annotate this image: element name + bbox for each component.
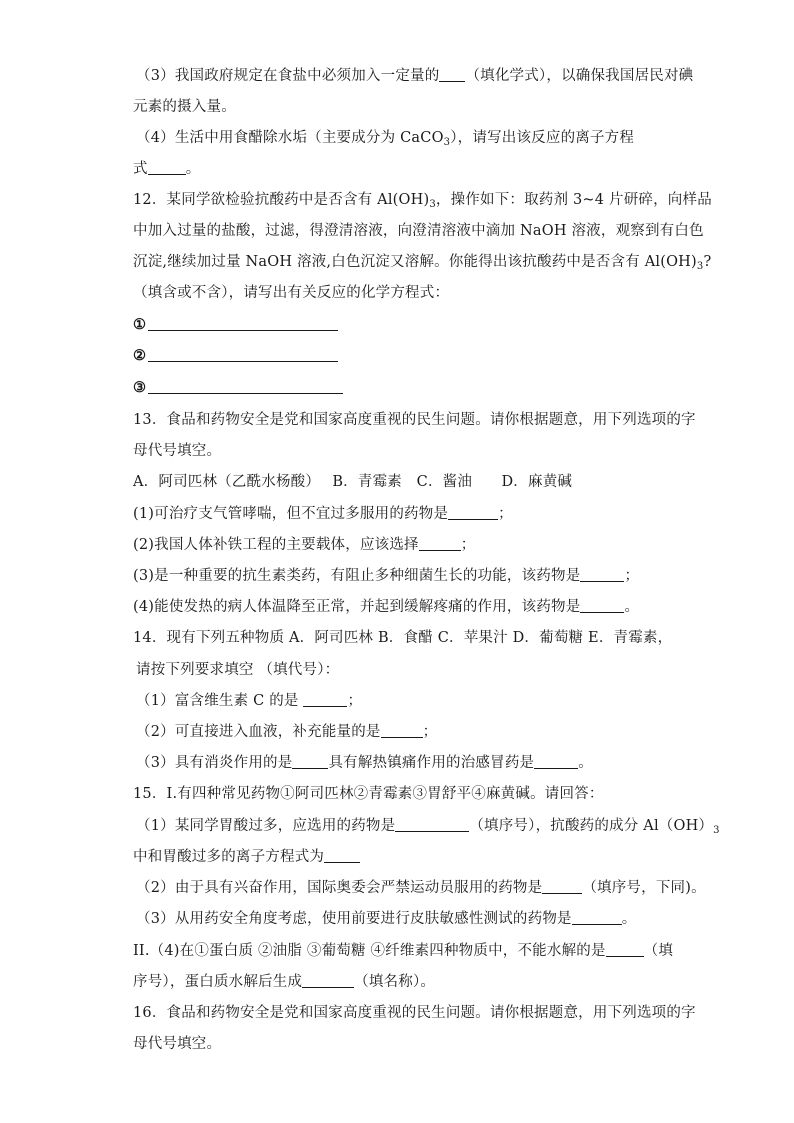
q12-text-line4: （填含或不含），请写出有关反应的化学方程式： [133, 285, 450, 301]
q11-part3-text-b: （填化学式），以确保我国居民对碘 [465, 68, 694, 84]
q15-sub2-text: （2）由于具有兴奋作用，国际奥委会严禁运动员服用的药物是 [136, 880, 543, 896]
q13-line1 [133, 410, 696, 430]
answer-blank[interactable] [148, 315, 338, 331]
q15-part2 [133, 941, 673, 961]
punct: ； [347, 693, 363, 709]
subscript: 3 [713, 825, 720, 836]
q13-text-line2: 母代号填空。 [133, 443, 222, 459]
answer-blank[interactable] [448, 504, 498, 520]
q16-text: 16．食品和药物安全是党和国家高度重视的民生问题。请你根据题意，用下列选项的字 [133, 1005, 696, 1021]
q11-part3-text-c: 元素的摄入量。 [133, 99, 236, 115]
q12-line4 [133, 283, 449, 303]
answer-blank[interactable] [580, 566, 624, 582]
q12-text-line2: 中加入过量的盐酸，过滤，得澄清溶液，向澄清溶液中滴加 NaOH 溶液，观察到有白色 [133, 223, 704, 239]
q12-text-b: ，操作如下：取药剂 3~4 片研碎，向样品 [435, 192, 712, 208]
q12-text-line3: 沉淀,继续加过量 NaOH 溶液,白色沉淀又溶解。你能得出该抗酸药中是否含有 Al(OH) [133, 254, 697, 270]
answer-blank[interactable] [148, 378, 343, 394]
q12-text: 12．某同学欲检验抗酸药中是否含有 Al(OH) [133, 192, 430, 208]
q13-sub4-text: (4)能使发热的病人体温降至正常，并起到缓解疼痛的作用，该药物是 [133, 599, 581, 615]
q12-line2 [133, 221, 704, 241]
q15-sub3-text: （3）从用药安全角度考虑，使用前要进行皮肤敏感性测试的药物是 [136, 911, 572, 927]
q11-part4-text-b: ），请写出该反应的离子方程 [450, 130, 635, 146]
punct: ； [422, 724, 438, 740]
q15-sub3 [136, 909, 636, 929]
q14-line1 [133, 628, 672, 648]
punct: ； [460, 537, 476, 553]
answer-blank[interactable] [303, 691, 347, 707]
answer-blank[interactable] [439, 66, 465, 82]
q11-part3 [136, 66, 693, 86]
q13-sub2-text: (2)我国人体补铁工程的主要载体，应该选择 [133, 537, 419, 553]
answer-blank[interactable] [419, 535, 461, 551]
q14-text: 14．现有下列五种物质 A．阿司匹林 B．食醋 C．苹果汁 D．葡萄糖 E．青霉素， [133, 630, 673, 646]
q12-equation-2 [133, 346, 338, 366]
q11-part4-text-d: 。 [185, 161, 201, 177]
answer-blank[interactable] [292, 753, 328, 769]
answer-blank[interactable] [324, 847, 360, 863]
q14-sub3 [136, 753, 593, 773]
q15-text: 15．I.有四种常见药物①阿司匹林②青霉素③胃舒平④麻黄碱。请回答： [133, 786, 604, 802]
q13-sub4 [133, 597, 639, 617]
q12-line1 [133, 190, 712, 215]
q15-part2-text-b: （填 [643, 943, 674, 959]
q14-sub2 [136, 722, 437, 742]
answer-blank[interactable] [381, 722, 423, 738]
q13-sub3 [133, 566, 639, 586]
q11-part4-text-c: 式 [133, 161, 148, 177]
q15-part2-text-d: （填名称）。 [354, 974, 436, 990]
q14-line2 [136, 660, 339, 680]
q16-line2 [133, 1034, 221, 1054]
punct: ； [498, 506, 513, 522]
q13-text: 13．食品和药物安全是党和国家高度重视的民生问题。请你根据题意，用下列选项的字 [133, 412, 696, 428]
punct: ； [624, 568, 640, 584]
answer-blank[interactable] [542, 878, 582, 894]
q14-sub3-text-b: 具有解热镇痛作用的治感冒药是 [328, 755, 535, 771]
punct: 。 [578, 755, 593, 771]
punct: 。 [621, 911, 637, 927]
q15-part2-cont [133, 972, 435, 992]
q14-sub1-text: （1）富含维生素 C 的是 [136, 693, 304, 709]
q14-sub3-text: （3）具有消炎作用的是 [136, 755, 293, 771]
q15-sub1-text: （1）某同学胃酸过多，应选用的药物是 [136, 818, 396, 834]
q13-sub2 [133, 535, 475, 555]
answer-blank[interactable] [148, 159, 186, 175]
circled-one-marker: ① [133, 316, 147, 333]
q15-sub1-text-b: （填序号），抗酸药的成分 Al（OH） [469, 818, 714, 834]
q14-sub2-text: （2）可直接进入血液，补充能量的是 [136, 724, 381, 740]
q15-sub2 [136, 878, 706, 898]
subscript: 3 [429, 199, 436, 210]
answer-blank[interactable] [572, 909, 622, 925]
q15-line1 [133, 784, 604, 804]
q13-options-text: A．阿司匹林（乙酰水杨酸） B．青霉素 C．酱油 D．麻黄碱 [133, 474, 573, 490]
q11-part3-text: （3）我国政府规定在食盐中必须加入一定量的 [136, 68, 440, 84]
answer-blank[interactable] [606, 941, 644, 957]
q16-text-line2: 母代号填空。 [133, 1036, 222, 1052]
q15-part2-text-c: 序号），蛋白质水解后生成 [133, 974, 303, 990]
answer-blank[interactable] [580, 597, 624, 613]
q13-sub1-text: (1)可治疗支气管哮喘，但不宜过多服用的药物是 [133, 506, 449, 522]
q15-sub1-cont [133, 847, 360, 867]
q15-sub1-text-c: 中和胃酸过多的离子方程式为 [133, 849, 325, 865]
q12-equation-1 [133, 315, 338, 335]
q11-part4-cont [133, 159, 200, 179]
punct: 。 [624, 599, 640, 615]
answer-blank[interactable] [395, 816, 469, 832]
q11-part3-cont [133, 97, 236, 117]
q12-line3 [133, 252, 711, 277]
q11-part4-text: （4）生活中用食醋除水垢（主要成分为 CaCO [136, 130, 444, 146]
q12-equation-3 [133, 378, 343, 398]
q13-sub3-text: (3)是一种重要的抗生素类药，有阻止多种细菌生长的功能，该药物是 [133, 568, 581, 584]
circled-two-marker: ② [133, 347, 147, 364]
answer-blank[interactable] [148, 346, 338, 362]
q15-sub1 [136, 816, 720, 841]
answer-blank[interactable] [534, 753, 578, 769]
subscript: 3 [696, 261, 704, 272]
q12-text-line3-b: ? [703, 254, 712, 270]
q15-sub2-text-b: （填序号，下同)。 [582, 880, 706, 896]
q13-sub1 [133, 504, 513, 524]
q15-part2-text: II.（4)在①蛋白质 ②油脂 ③葡萄糖 ④纤维素四种物质中，不能水解的是 [133, 943, 606, 959]
answer-blank[interactable] [302, 972, 354, 988]
subscript: 3 [443, 137, 451, 148]
q13-options [133, 472, 572, 492]
circled-three-marker: ③ [133, 379, 147, 396]
q14-text-line2: 请按下列要求填空 （填代号）： [136, 662, 340, 678]
q16-line1 [133, 1003, 696, 1023]
q13-line2 [133, 441, 221, 461]
q14-sub1 [136, 691, 362, 711]
q11-part4 [136, 128, 634, 153]
